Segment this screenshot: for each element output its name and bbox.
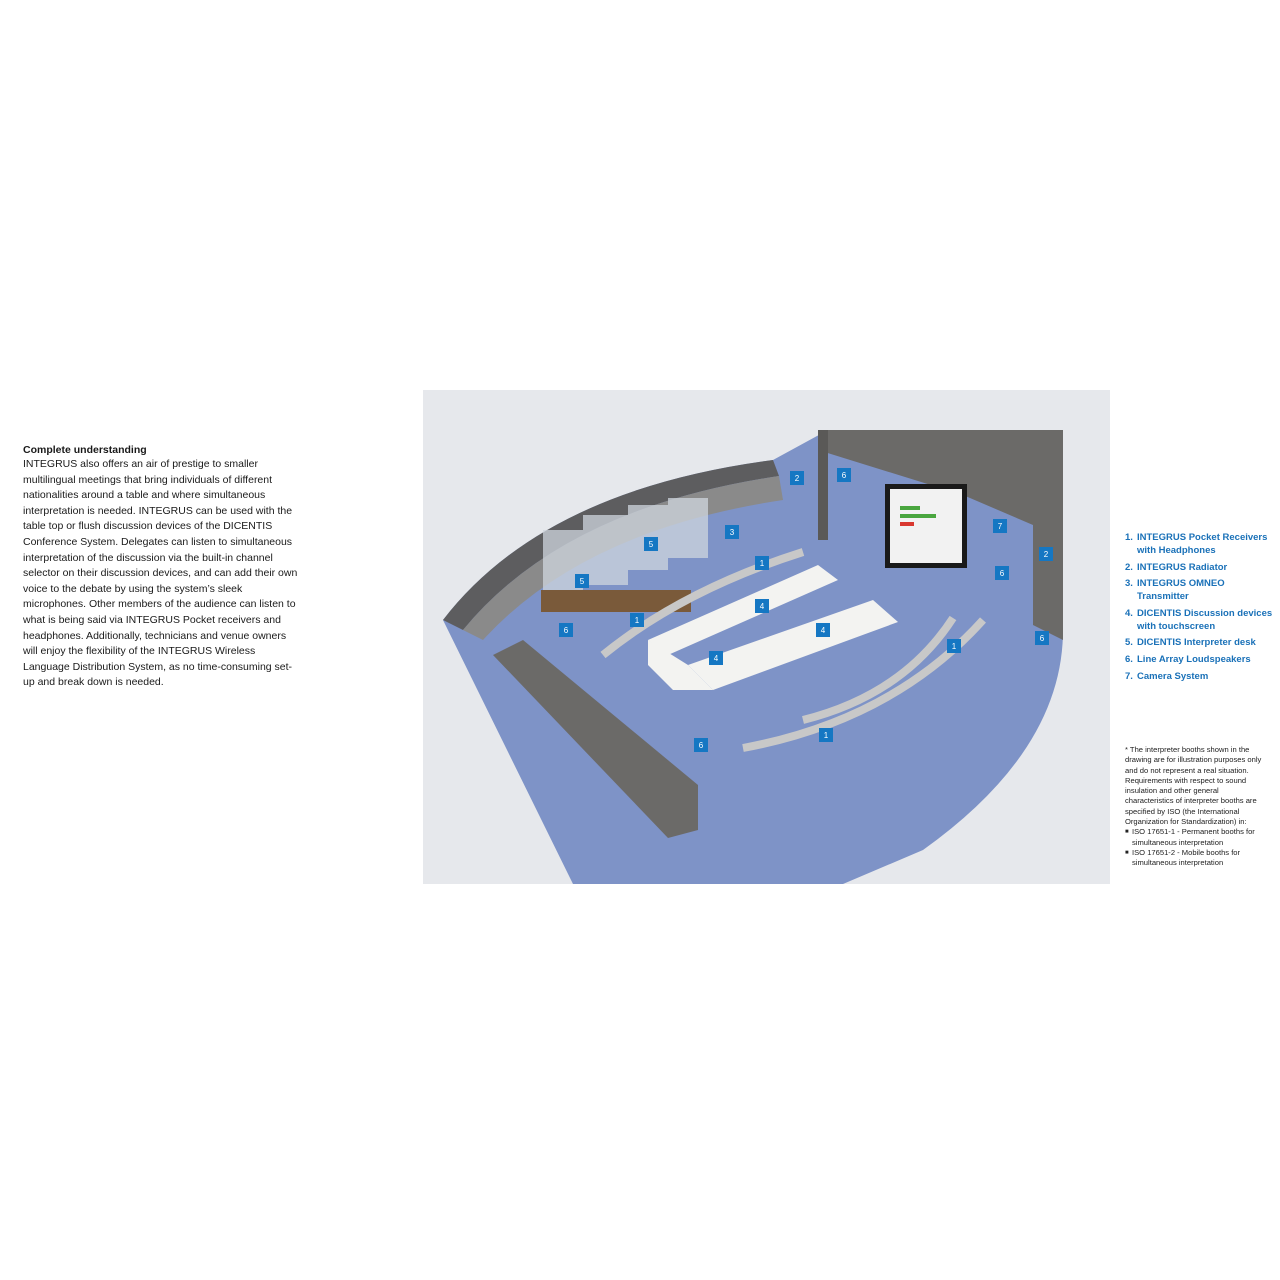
svg-text:1: 1	[823, 731, 829, 740]
legend-item: 3. INTEGRUS OMNEO Transmitter	[1125, 578, 1225, 603]
legend-item: 6. Line Array Loudspeakers	[1125, 653, 1251, 665]
svg-text:4: 4	[759, 602, 765, 611]
svg-text:4: 4	[820, 626, 826, 635]
marker-loudspeaker[interactable]	[694, 738, 708, 752]
marker-pocket-receiver[interactable]	[755, 556, 769, 570]
svg-text:5: 5	[579, 577, 585, 586]
svg-text:1: 1	[634, 616, 640, 625]
legend-item: 5. DICENTIS Interpreter desk	[1125, 637, 1256, 649]
svg-text:6: 6	[999, 569, 1005, 578]
svg-text:3: 3	[729, 528, 735, 537]
marker-discussion-device[interactable]	[709, 651, 723, 665]
marker-discussion-device[interactable]	[755, 599, 769, 613]
marker-loudspeaker[interactable]	[995, 566, 1009, 580]
legend-item: 7. Camera System	[1125, 670, 1209, 682]
legend-list	[1125, 531, 1275, 686]
marker-loudspeaker[interactable]	[559, 623, 573, 637]
marker-interpreter-desk[interactable]	[575, 574, 589, 588]
footnote-item: ■ ISO 17651-1 - Permanent booths for simultaneous interpretation	[1125, 827, 1267, 848]
footnote-list	[1125, 827, 1267, 868]
svg-text:2: 2	[1043, 550, 1049, 559]
section-heading: Complete understanding	[23, 444, 147, 456]
marker-pocket-receiver[interactable]	[947, 639, 961, 653]
intro-text-block	[23, 443, 303, 691]
svg-text:4: 4	[713, 654, 719, 663]
footnote-item: ■ ISO 17651-2 - Mobile booths for simultaneous interpretation	[1125, 848, 1267, 869]
conference-room-illustration	[423, 390, 1110, 884]
marker-loudspeaker[interactable]	[837, 468, 851, 482]
svg-text:2: 2	[794, 474, 800, 483]
marker-radiator[interactable]	[790, 471, 804, 485]
marker-radiator[interactable]	[1039, 547, 1053, 561]
section-body: INTEGRUS also offers an air of prestige to smaller multilingual meetings that bring individuals of different nationalities around a table and where simultaneous interpretation is needed. INTEGRUS can be used with the table top or flush discussion devices of the DICENTIS Conference System. Delegates can listen to simultaneous interpretation of the discussion via the built-in channel selector on their discussion devices, and can add their own voice to the debate by using the system’s sleek microphones. Other members of the audience can listen to what is being said via INTEGRUS Pocket receivers and headphones. Additionally, technicians and venue owners will enjoy the flexibility of the INTEGRUS Wireless Language Distribution System, as no time-consuming set-up and break down is needed.	[23, 458, 298, 689]
legend-item: 1. INTEGRUS Pocket Receivers with Headphones	[1125, 532, 1268, 556]
marker-interpreter-desk[interactable]	[644, 537, 658, 551]
svg-text:1: 1	[759, 559, 765, 568]
footnote	[1125, 745, 1267, 869]
svg-text:5: 5	[648, 540, 654, 549]
svg-text:6: 6	[698, 741, 704, 750]
legend-item: 4. DICENTIS Discussion devices with touchscreen	[1125, 607, 1273, 632]
marker-pocket-receiver[interactable]	[630, 613, 644, 627]
marker-loudspeaker[interactable]	[1035, 631, 1049, 645]
svg-text:6: 6	[1039, 634, 1045, 643]
marker-pocket-receiver[interactable]	[819, 728, 833, 742]
svg-text:6: 6	[563, 626, 569, 635]
footnote-text: * The interpreter booths shown in the drawing are for illustration purposes only and do not represent a real situation. Requirements with respect to sound insulation and other general characteristics of interpreter booths are specified by ISO (the International Organization for Standardization) in:	[1125, 745, 1262, 827]
svg-text:7: 7	[997, 522, 1003, 531]
marker-discussion-device[interactable]	[816, 623, 830, 637]
room-rendering	[423, 390, 1110, 884]
marker-camera[interactable]	[993, 519, 1007, 533]
svg-text:6: 6	[841, 471, 847, 480]
svg-text:1: 1	[951, 642, 957, 651]
legend-item: 2. INTEGRUS Radiator	[1125, 561, 1228, 573]
marker-transmitter[interactable]	[725, 525, 739, 539]
